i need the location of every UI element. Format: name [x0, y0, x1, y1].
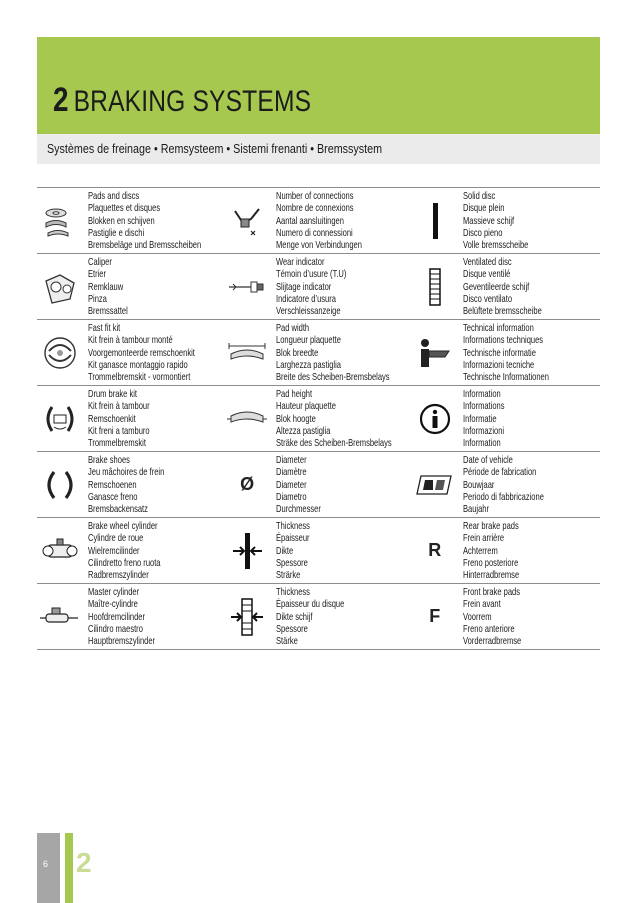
legend-cell: [412, 518, 600, 583]
legend-label: Brake wheel cylinder: [88, 521, 158, 532]
legend-label: Thickness: [275, 521, 310, 532]
legend-cell: [412, 254, 600, 319]
legend-label: Rear brake pads: [463, 521, 519, 532]
legend-label: Numero di connessioni: [275, 227, 353, 239]
legend-label: Kit frein à tambour monté: [88, 335, 173, 347]
legend-label: Hoofdremcilinder: [88, 611, 145, 623]
legend-label: Disque ventilé: [463, 269, 511, 281]
legend-label: Volle bremsscheibe: [463, 240, 529, 252]
page-number: 6: [43, 859, 49, 869]
subtitle-bar: [37, 134, 600, 164]
legend-label: Massieve schijf: [463, 215, 515, 227]
legend-label: Kit ganasce montaggio rapido: [88, 359, 188, 371]
legend-label: Master cylinder: [88, 587, 140, 598]
legend-label: Front brake pads: [463, 587, 521, 598]
legend-label: Sträke des Scheiben-Bremsbelays: [275, 438, 392, 450]
legend-label: Technical information: [463, 323, 535, 334]
table-row: [37, 253, 600, 319]
legend-label: Diameter: [275, 455, 307, 466]
legend-label: Informatie: [463, 413, 497, 425]
technical-information-icon: [412, 320, 457, 385]
legend-label: Informazioni tecniche: [463, 359, 535, 371]
legend-label: Cilindretto freno ruota: [88, 557, 161, 569]
rear-brake-pads-icon: [412, 518, 457, 583]
legend-cell: [412, 584, 600, 649]
legend-labels: [463, 323, 638, 384]
disc-thickness-icon: [225, 584, 270, 649]
page-title: [53, 81, 311, 120]
legend-label: Épaisseur: [275, 533, 310, 545]
legend-label: Brake shoes: [88, 455, 130, 466]
legend-label: Disco ventilato: [463, 293, 513, 305]
legend-label: Strärke: [275, 570, 300, 582]
legend-cell: [225, 320, 413, 385]
thickness-icon: [225, 518, 270, 583]
legend-label: Durchmesser: [275, 504, 321, 516]
legend-cell: [37, 518, 225, 583]
legend-label: Spessore: [275, 623, 308, 635]
information-icon: [412, 386, 457, 451]
table-row: [37, 385, 600, 451]
legend-label: Disco pieno: [463, 227, 503, 239]
legend-label: Jeu mâchoires de frein: [88, 467, 165, 479]
legend-label: Radbremszylinder: [88, 570, 149, 582]
icon-glyph: F: [429, 606, 441, 626]
legend-label: Etrier: [88, 269, 107, 281]
legend-label: Technische informatie: [463, 347, 537, 359]
pads-discs-icon: [37, 188, 82, 253]
solid-disc-icon: [412, 188, 457, 253]
legend-label: Voorrem: [463, 611, 492, 623]
legend-label: Thickness: [275, 587, 310, 598]
legend-label: Verschleissanzeige: [275, 306, 341, 318]
front-brake-pads-icon: [412, 584, 457, 649]
pad-width-icon: [225, 320, 270, 385]
legend-label: Larghezza pastiglia: [275, 359, 341, 371]
legend-label: Drum brake kit: [88, 389, 138, 400]
legend-label: Kit freni a tamburo: [88, 425, 150, 437]
pad-height-icon: [225, 386, 270, 451]
legend-cell: [225, 188, 413, 253]
legend-label: Periodo di fabbricazione: [463, 491, 545, 503]
wear-indicator-icon: [225, 254, 270, 319]
legend-label: Voorgemonteerde remschoenkit: [88, 347, 195, 359]
legend-label: Maître-cylindre: [88, 599, 138, 611]
legend-label: Diametro: [275, 491, 307, 503]
legend-label: Hinterradbremse: [463, 570, 520, 582]
legend-label: Pinza: [88, 293, 107, 305]
legend-label: Blok breedte: [275, 347, 318, 359]
legend-labels: [463, 389, 638, 450]
legend-label: Hauptbremszylinder: [88, 636, 156, 648]
legend-label: Aantal aansluitingen: [275, 215, 344, 227]
legend-label: Information: [463, 389, 501, 400]
legend-label: Dikte schijf: [275, 611, 313, 623]
legend-label: Wielremcilinder: [88, 545, 140, 557]
legend-label: Dikte: [275, 545, 293, 557]
legend-labels: [463, 521, 638, 582]
legend-labels: [463, 191, 638, 252]
ventilated-disc-icon: [412, 254, 457, 319]
legend-label: Stärke: [275, 636, 298, 648]
legend-label: Pad width: [275, 323, 309, 334]
legend-label: Geventileerde schijf: [463, 281, 530, 293]
legend-label: Trommelbremskit: [88, 438, 146, 450]
legend-cell: [225, 452, 413, 517]
icon-glyph: R: [428, 540, 442, 560]
table-row: [37, 583, 600, 650]
legend-label: Bremsbeläge und Bremsscheiben: [88, 240, 202, 252]
legend-label: Spessore: [275, 557, 308, 569]
legend-label: Informations: [463, 401, 505, 413]
subtitle: Systèmes de freinage • Remsysteem • Sistemi frenanti • Bremssystem: [47, 142, 383, 156]
legend-label: Achterrem: [463, 545, 498, 557]
legend-labels: [463, 587, 638, 648]
legend-label: Solid disc: [463, 191, 496, 202]
legend-label: Freno anteriore: [463, 623, 515, 635]
legend-cell: [37, 254, 225, 319]
icon-glyph: Ø: [240, 474, 255, 494]
legend-label: Épaisseur du disque: [275, 599, 344, 611]
chapter-header: [37, 37, 600, 134]
legend-label: Diamètre: [275, 467, 307, 479]
legend-label: Kit frein à tambour: [88, 401, 150, 413]
legend-label: Bremsbackensatz: [88, 504, 148, 516]
legend-label: Technische Informationen: [463, 372, 550, 384]
legend-label: Nombre de connexions: [275, 203, 354, 215]
legend-label: Wear indicator: [275, 257, 325, 268]
master-cylinder-icon: [37, 584, 82, 649]
legend-label: Informazioni: [463, 425, 505, 437]
legend-label: Date of vehicle: [463, 455, 514, 466]
legend-label: Number of connections: [275, 191, 354, 202]
legend-label: Pads and discs: [88, 191, 140, 202]
legend-label: Altezza pastiglia: [275, 425, 331, 437]
legend-label: Frein arrière: [463, 533, 505, 545]
legend-label: Diameter: [275, 479, 307, 491]
legend-label: Remklauw: [88, 281, 124, 293]
legend-label: Période de fabrication: [463, 467, 537, 479]
legend-label: Caliper: [88, 257, 112, 268]
legend-label: Breite des Scheiben-Bremsbelays: [275, 372, 390, 384]
legend-label: Blokken en schijven: [88, 215, 155, 227]
legend-labels: [463, 257, 638, 318]
legend-cell: [225, 584, 413, 649]
legend-cell: [225, 254, 413, 319]
legend-cell: [412, 452, 600, 517]
legend-cell: [37, 584, 225, 649]
brake-wheel-cylinder-icon: [37, 518, 82, 583]
legend-label: Informations techniques: [463, 335, 544, 347]
page-number-box: [37, 833, 60, 903]
legend-label: Longueur plaquette: [275, 335, 341, 347]
connections-icon: [225, 188, 270, 253]
legend-cell: [225, 386, 413, 451]
chapter-title: BRAKING SYSTEMS: [73, 85, 312, 118]
legend-label: Frein avant: [463, 599, 501, 611]
chapter-number: 2: [53, 81, 69, 119]
legend-label: Remschoenkit: [88, 413, 136, 425]
legend-cell: [37, 452, 225, 517]
legend-label: Cilindro maestro: [88, 623, 143, 635]
footer-chapter-number: 2: [76, 847, 92, 878]
legend-cell: [412, 188, 600, 253]
legend-label: Indicatore d’usura: [275, 293, 336, 305]
legend-label: Information: [463, 438, 501, 450]
drum-brake-kit-icon: [37, 386, 82, 451]
legend-label: Freno posteriore: [463, 557, 519, 569]
legend-cell: [37, 386, 225, 451]
table-row: [37, 187, 600, 253]
legend-label: Hauteur plaquette: [275, 401, 336, 413]
legend-label: Bouwjaar: [463, 479, 495, 491]
legend-label: Remschoenen: [88, 479, 137, 491]
legend-label: Menge von Verbindungen: [275, 240, 362, 252]
caliper-icon: [37, 254, 82, 319]
legend-label: Bremssattel: [88, 306, 128, 318]
legend-label: Plaquettes et disques: [88, 203, 161, 215]
legend-label: Ganasce freno: [88, 491, 138, 503]
legend-label: Slijtage indicator: [275, 281, 331, 293]
legend-cell: [37, 320, 225, 385]
legend-cell: [37, 188, 225, 253]
table-row: [37, 517, 600, 583]
legend-label: Disque plein: [463, 203, 505, 215]
table-row: [37, 319, 600, 385]
legend-table: [37, 187, 600, 650]
diameter-icon: [225, 452, 270, 517]
legend-label: Vorderradbremse: [463, 636, 522, 648]
legend-label: Fast fit kit: [88, 323, 121, 334]
legend-labels: [463, 455, 638, 516]
legend-cell: [412, 386, 600, 451]
footer-accent-bar: [65, 833, 73, 903]
legend-label: Trommelbremskit - vormontiert: [88, 372, 191, 384]
legend-label: Témoin d’usure (T.U): [275, 269, 346, 281]
legend-cell: [412, 320, 600, 385]
legend-label: Ventilated disc: [463, 257, 512, 268]
brake-shoes-icon: [37, 452, 82, 517]
table-row: [37, 451, 600, 517]
legend-label: Pastiglie e dischi: [88, 227, 145, 239]
legend-cell: [225, 518, 413, 583]
date-of-vehicle-icon: [412, 452, 457, 517]
legend-label: Blok hoogte: [275, 413, 316, 425]
legend-label: Baujahr: [463, 504, 490, 516]
legend-label: Cylindre de roue: [88, 533, 144, 545]
fast-fit-kit-icon: [37, 320, 82, 385]
legend-label: Pad height: [275, 389, 312, 400]
legend-label: Belüftete bremsscheibe: [463, 306, 542, 318]
